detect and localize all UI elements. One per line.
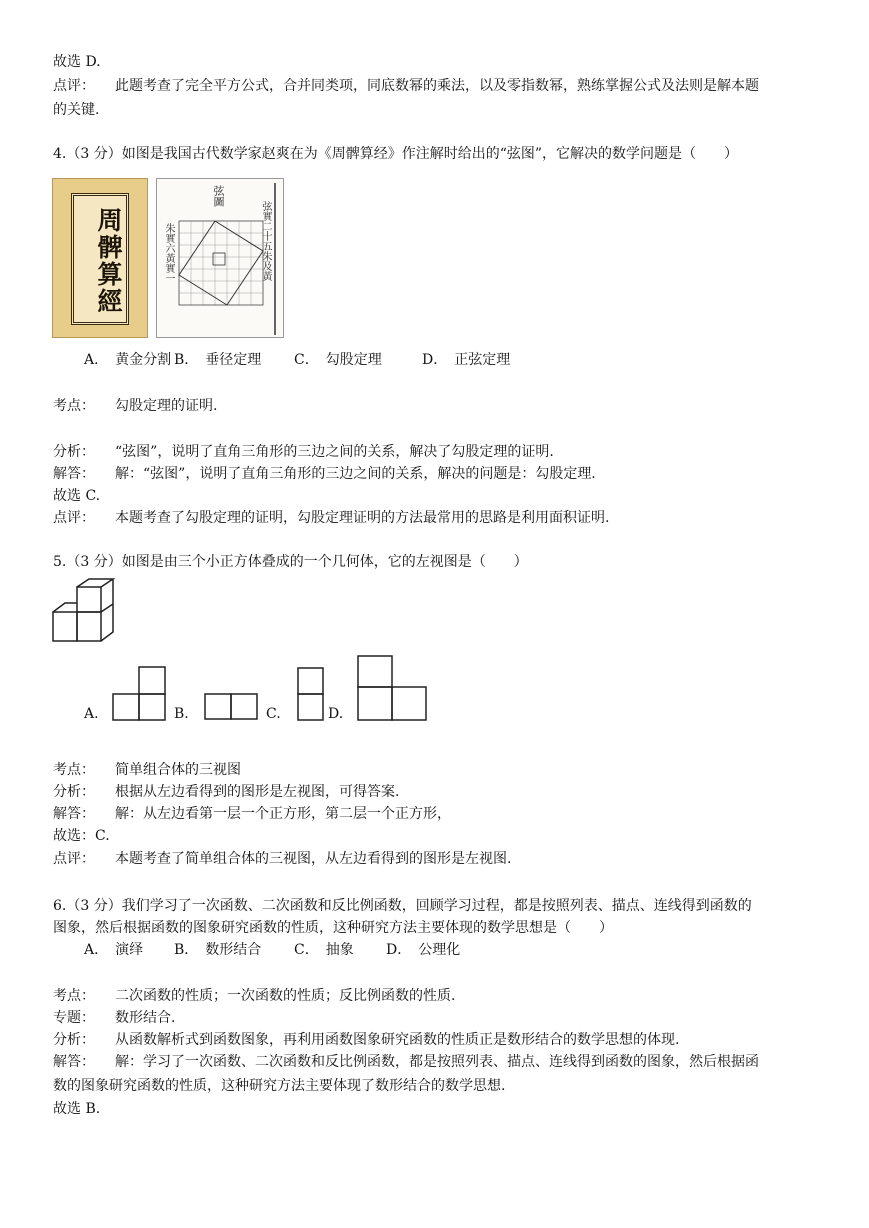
q4-jieda bbox=[53, 464, 596, 484]
q6-options bbox=[84, 940, 460, 960]
q5-option-d-label[interactable]: D. bbox=[328, 706, 344, 722]
q5-option-b-view[interactable] bbox=[204, 693, 260, 721]
jieda-label: 解答： bbox=[53, 806, 95, 822]
jieda-label: 解答： bbox=[53, 1054, 95, 1070]
q5-fenxi bbox=[53, 782, 399, 802]
q5-kaodian bbox=[53, 760, 241, 780]
q4-option-b[interactable]: B． 垂径定理 bbox=[174, 352, 262, 368]
zhuanti-text: 数形结合. bbox=[115, 1010, 176, 1026]
dianping-text: 本题考查了简单组合体的三视图，从左边看得到的图形是左视图. bbox=[115, 851, 512, 867]
jieda-text: 解：“弦图”，说明了直角三角形的三边之间的关系，解决的问题是：勾股定理. bbox=[115, 466, 596, 482]
q4-option-c[interactable]: C． 勾股定理 bbox=[294, 352, 382, 368]
dianping-label: 点评： bbox=[53, 510, 95, 526]
q5-stem: 5.（3 分）如图是由三个小正方体叠成的一个几何体，它的左视图是（ ） bbox=[53, 554, 528, 570]
q6-fenxi bbox=[53, 1030, 679, 1050]
zhoubi-suanjing-book-image bbox=[52, 178, 148, 338]
xiantu-diagram bbox=[157, 179, 284, 338]
q5-option-b-label[interactable]: B. bbox=[174, 706, 189, 722]
fenxi-label: 分析： bbox=[53, 784, 95, 800]
q4-option-a[interactable]: A． 黄金分割 bbox=[84, 352, 172, 368]
q4-answer: 故选 C. bbox=[53, 488, 101, 504]
q5-dianping bbox=[53, 849, 511, 869]
q5-option-c-label[interactable]: C. bbox=[266, 706, 281, 722]
q5-option-a-view[interactable] bbox=[112, 666, 168, 722]
kaodian-text: 勾股定理的证明. bbox=[115, 398, 218, 414]
dianping-label: 点评： bbox=[53, 851, 95, 867]
q5-option-c-view[interactable] bbox=[297, 667, 325, 722]
q6-answer: 故选 B. bbox=[53, 1101, 101, 1117]
q5-option-a-label[interactable]: A. bbox=[84, 706, 99, 722]
q4-fenxi bbox=[53, 442, 554, 462]
q6-option-a[interactable]: A． 演绎 bbox=[84, 942, 144, 958]
q6-option-c[interactable]: C． 抽象 bbox=[294, 942, 354, 958]
fenxi-text: 根据从左边看得到的图形是左视图，可得答案. bbox=[115, 784, 400, 800]
q4-option-d[interactable]: D． 正弦定理 bbox=[422, 352, 511, 368]
kaodian-label: 考点： bbox=[53, 762, 95, 778]
xiantu-left-caption: 朱實六黃實一 bbox=[163, 223, 174, 283]
q6-kaodian bbox=[53, 986, 455, 1006]
q5-option-d-view[interactable] bbox=[357, 655, 428, 722]
book-title: 周髀算經 bbox=[71, 193, 129, 325]
kaodian-label: 考点： bbox=[53, 988, 95, 1004]
kaodian-text: 简单组合体的三视图 bbox=[115, 762, 241, 778]
xiantu-title: 弦圖 bbox=[212, 185, 225, 207]
q6-stem-line2: 图象，然后根据函数的图象研究函数的性质，这种研究方法主要体现的数学思想是（ ） bbox=[53, 920, 613, 936]
comment-text: 此题考查了完全平方公式，合并同类项，同底数幂的乘法，以及零指数幂，熟练掌握公式及法则是解本题 bbox=[115, 78, 759, 94]
q6-option-b[interactable]: B． 数形结合 bbox=[174, 942, 262, 958]
comment-label: 点评： bbox=[53, 78, 95, 94]
jieda-label: 解答： bbox=[53, 466, 95, 482]
three-cubes-figure bbox=[52, 578, 122, 642]
comment-continuation: 的关键. bbox=[53, 102, 100, 118]
fenxi-label: 分析： bbox=[53, 444, 95, 460]
jieda-text-line1: 解：学习了一次函数、二次函数和反比例函数，都是按照列表、描点、连线得到函数的图象，然后根据函 bbox=[115, 1054, 759, 1070]
q5-jieda bbox=[53, 804, 451, 824]
xian-tu-figure bbox=[156, 178, 284, 338]
dianping-text: 本题考查了勾股定理的证明，勾股定理证明的方法最常用的思路是利用面积证明. bbox=[115, 510, 610, 526]
comment-line bbox=[53, 76, 759, 96]
fenxi-text: 从函数解析式到函数图象，再利用函数图象研究函数的性质正是数形结合的数学思想的体现. bbox=[115, 1032, 680, 1048]
q6-option-d[interactable]: D． 公理化 bbox=[386, 942, 461, 958]
q6-zhuanti bbox=[53, 1008, 175, 1028]
fenxi-label: 分析： bbox=[53, 1032, 95, 1048]
kaodian-text: 二次函数的性质；一次函数的性质；反比例函数的性质. bbox=[115, 988, 456, 1004]
q4-options bbox=[84, 350, 510, 370]
q5-answer: 故选：C. bbox=[53, 828, 110, 844]
jieda-text: 解：从左边看第一层一个正方形，第二层一个正方形， bbox=[115, 806, 451, 822]
q4-dianping bbox=[53, 508, 609, 528]
answer-line: 故选 D. bbox=[53, 54, 101, 70]
q4-kaodian bbox=[53, 396, 217, 416]
fenxi-text: “弦图”，说明了直角三角形的三边之间的关系，解决了勾股定理的证明. bbox=[115, 444, 554, 460]
q4-stem: 4.（3 分）如图是我国古代数学家赵爽在为《周髀算经》作注解时给出的“弦图”，它解决的数学问题是（ ） bbox=[53, 146, 739, 162]
xiantu-right-caption: 弦實二十五朱及黃 bbox=[260, 201, 271, 281]
zhuanti-label: 专题： bbox=[53, 1010, 95, 1026]
q6-jieda bbox=[53, 1052, 759, 1072]
kaodian-label: 考点： bbox=[53, 398, 95, 414]
q6-jieda-line2: 数的图象研究函数的性质，这种研究方法主要体现了数形结合的数学思想. bbox=[53, 1078, 506, 1094]
q6-stem-line1: 6.（3 分）我们学习了一次函数、二次函数和反比例函数，回顾学习过程，都是按照列表、描点、连线得到函数的 bbox=[53, 898, 752, 914]
